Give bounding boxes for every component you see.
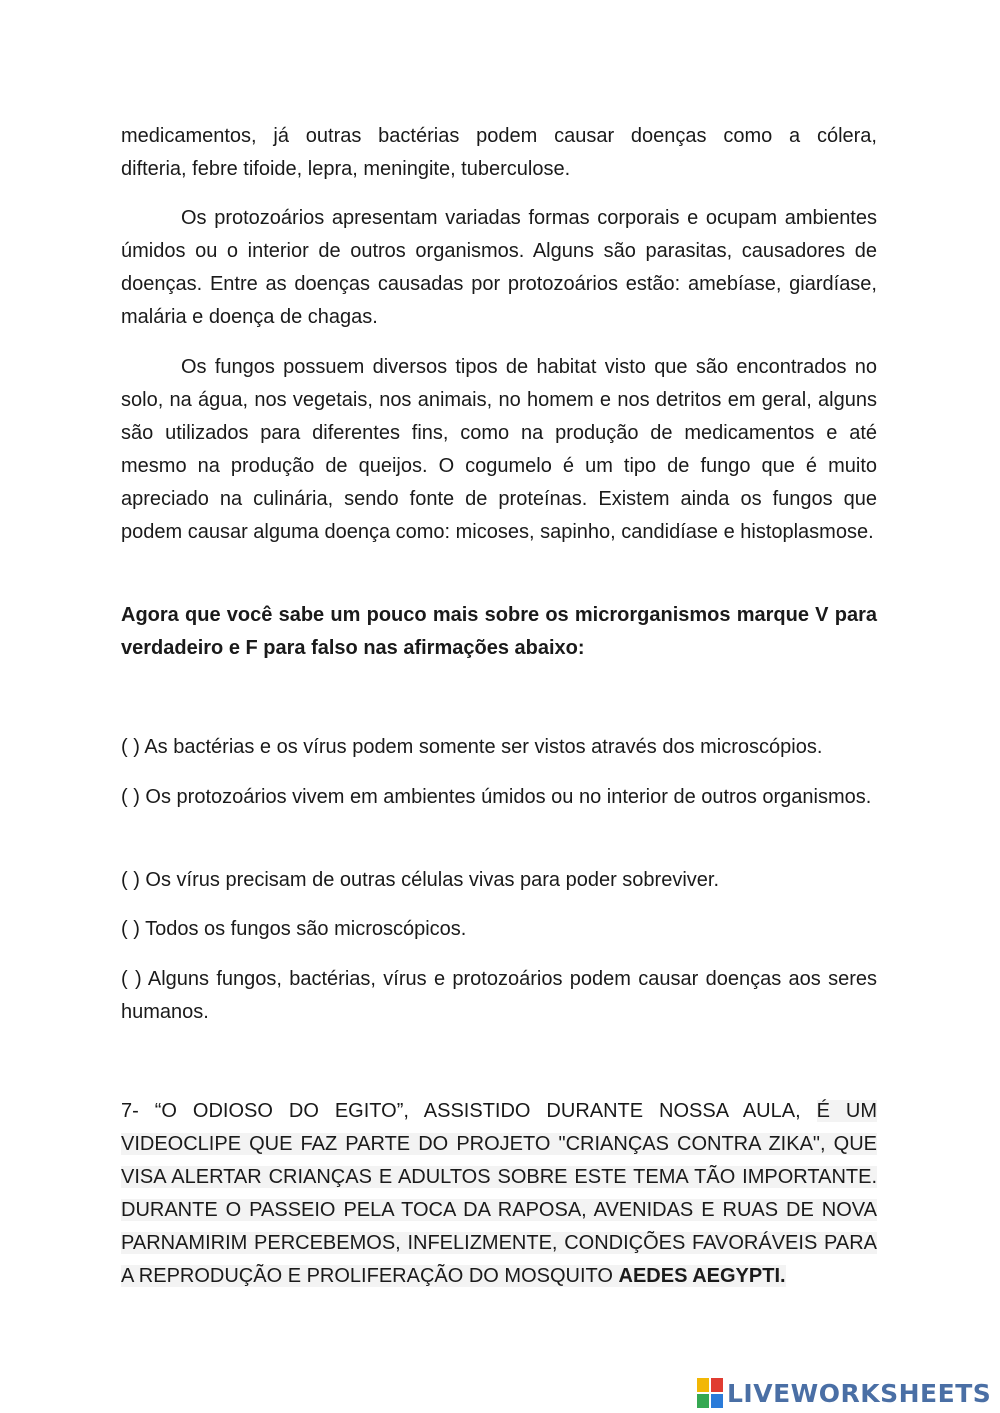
question-7-intro: 7- “O ODIOSO DO EGITO”, ASSISTIDO DURANTE NOSSA AULA, bbox=[121, 1100, 817, 1122]
logo-text: LIVEWORKSHEETS bbox=[727, 1378, 992, 1408]
question-7-body: É UM VIDEOCLIPE QUE FAZ PARTE DO PROJETO "CRIANÇAS CONTRA ZIKA", QUE VISA ALERTAR CRIANÇAS E ADULTOS SOBRE ESTE TEMA TÃO IMPORTANTE. DURANTE O PASSEIO PELA TOCA DA RAPOSA, AVENIDAS E RUAS DE NOVA PARNAMIRIM PERCEBEMOS, INFELIZMENTE, CONDIÇÕES FAVORÁVEIS PARA A REPRODUÇÃO E PROLIFERAÇÃO DO MOSQUITO bbox=[121, 1100, 877, 1287]
paragraph-bacteria-end-line1: medicamentos, já outras bactérias podem causar doenças como a cólera, bbox=[121, 125, 877, 147]
paragraph-protozoa: Os protozoários apresentam variadas formas corporais e ocupam ambientes úmidos ou o interior de outros organismos. Alguns são parasitas, causadores de doenças. Entre as doenças causadas por protozoários estão: amebíase, giardíase, malária e doença de chagas. bbox=[121, 207, 877, 328]
statement-2[interactable]: ( ) Os protozoários vivem em ambientes úmidos ou no interior de outros organismos. bbox=[121, 786, 872, 808]
statement-3[interactable]: ( ) Os vírus precisam de outras células vivas para poder sobreviver. bbox=[121, 869, 720, 891]
statement-5[interactable]: ( ) Alguns fungos, bactérias, vírus e protozoários podem causar doenças aos seres humanos. bbox=[121, 968, 877, 1023]
question-7-mosquito: AEDES AEGYPTI. bbox=[618, 1265, 786, 1287]
statement-4[interactable]: ( ) Todos os fungos são microscópicos. bbox=[121, 918, 467, 940]
liveworksheets-logo bbox=[697, 1376, 991, 1410]
paragraph-bacteria-end-line2: difteria, febre tifoide, lepra, meningite, tuberculose. bbox=[121, 158, 571, 180]
statement-1[interactable]: ( ) As bactérias e os vírus podem somente ser vistos através dos microscópios. bbox=[121, 736, 823, 758]
instruction-heading: Agora que você sabe um pouco mais sobre os microrganismos marque V para verdadeiro e F para falso nas afirmações abaixo: bbox=[121, 604, 877, 659]
paragraph-fungi: Os fungos possuem diversos tipos de habitat visto que são encontrados no solo, na água, nos vegetais, nos animais, no homem e nos detritos em geral, alguns são utilizados para diferentes fins, como na produção de medicamentos e até mesmo na produção de queijos. O cogumelo é um tipo de fungo que é muito apreciado na culinária, sendo fonte de proteínas. Existem ainda os fungos que podem causar alguma doença como: micoses, sapinho, candidíase e histoplasmose. bbox=[121, 356, 877, 543]
question-7 bbox=[121, 1095, 877, 1293]
liveworksheets-logo-icon bbox=[697, 1378, 723, 1408]
